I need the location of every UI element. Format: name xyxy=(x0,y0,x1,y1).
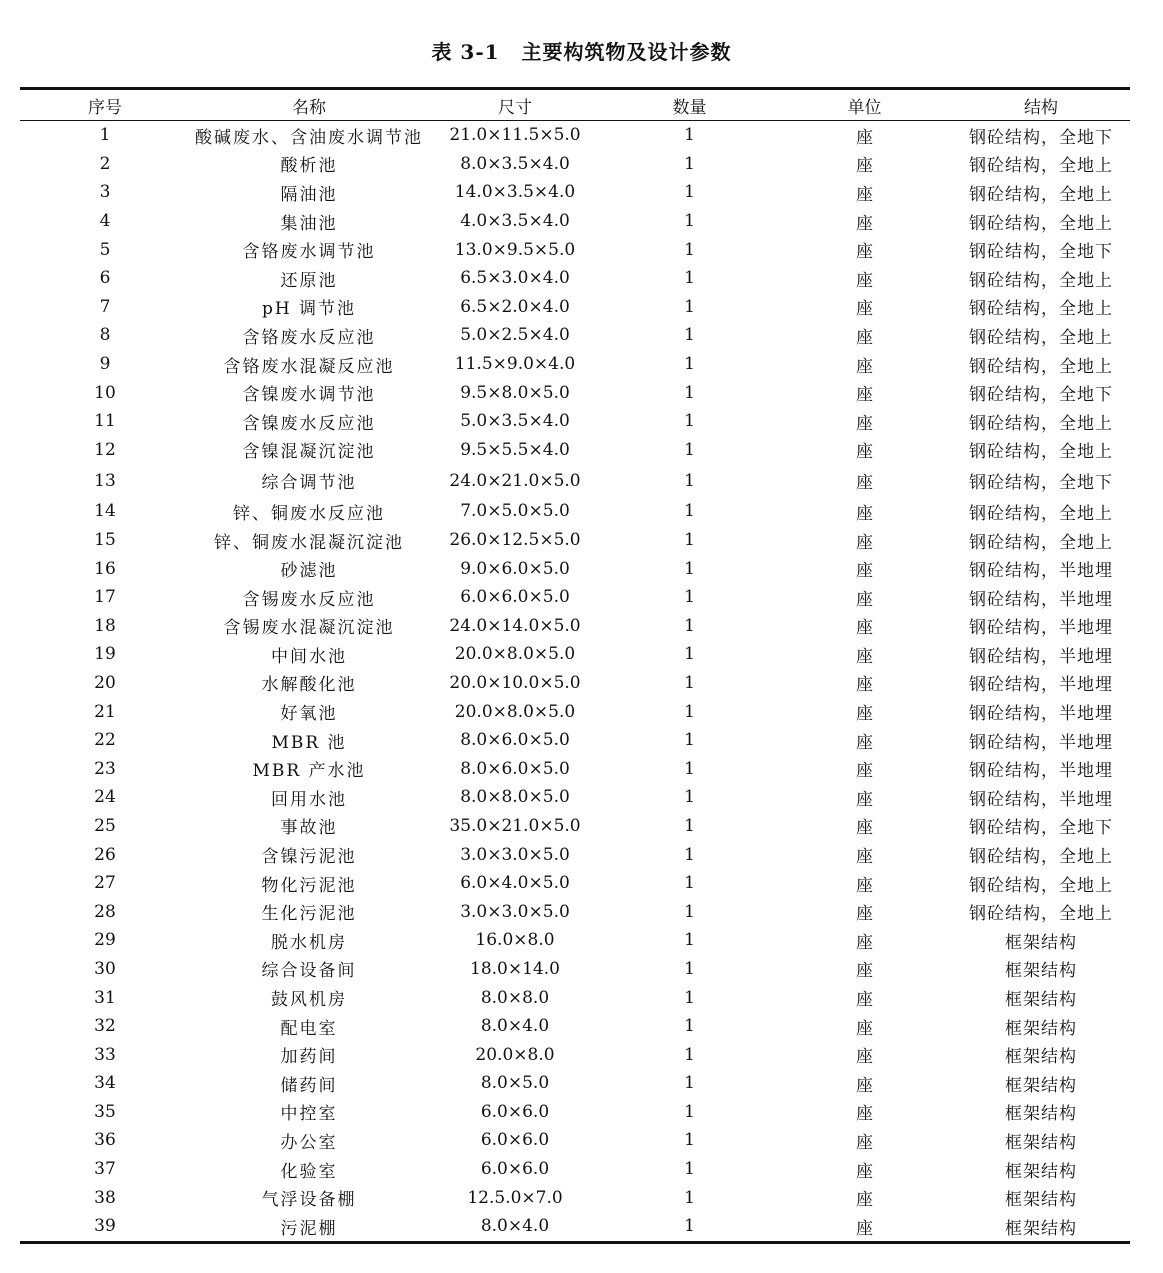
cell-name: 事故池 xyxy=(280,818,338,839)
cell-name: 办公室 xyxy=(280,1132,338,1153)
cell-name: 气浮设备棚 xyxy=(261,1190,357,1211)
cell-structure: 钢砼结构，全地下 xyxy=(969,242,1113,263)
table-row xyxy=(20,235,1130,264)
cell-qty: 1 xyxy=(684,672,695,693)
cell-no: 14 xyxy=(94,501,116,522)
cell-no: 17 xyxy=(94,587,116,608)
cell-structure: 框架结构 xyxy=(1005,1104,1077,1125)
cell-no: 16 xyxy=(94,558,116,579)
cell-no: 36 xyxy=(94,1130,116,1151)
table-row xyxy=(20,554,1130,583)
cell-name: 含铬废水混凝反应池 xyxy=(223,356,395,377)
table-row xyxy=(20,697,1130,726)
cell-qty: 1 xyxy=(684,930,695,951)
cell-name: 物化污泥池 xyxy=(261,875,357,896)
cell-structure: 框架结构 xyxy=(1005,1075,1077,1096)
table-row xyxy=(20,926,1130,955)
cell-no: 27 xyxy=(94,873,116,894)
cell-unit: 座 xyxy=(856,356,873,377)
cell-unit: 座 xyxy=(856,473,873,494)
cell-size: 9.5×5.5×4.0 xyxy=(460,439,570,460)
cell-unit: 座 xyxy=(856,1018,873,1039)
cell-size: 3.0×3.0×5.0 xyxy=(460,844,570,865)
cell-unit: 座 xyxy=(856,875,873,896)
table-row xyxy=(20,840,1130,869)
cell-name: pH 调节池 xyxy=(261,299,357,320)
cell-no: 5 xyxy=(99,239,111,260)
cell-no: 20 xyxy=(94,672,116,693)
header-no: 序号 xyxy=(88,97,122,118)
header-size: 尺寸 xyxy=(498,97,532,118)
cell-name: 综合调节池 xyxy=(261,473,357,494)
cell-unit: 座 xyxy=(856,1161,873,1182)
cell-no: 22 xyxy=(94,730,116,751)
cell-unit: 座 xyxy=(856,327,873,348)
cell-structure: 钢砼结构，半地埋 xyxy=(969,646,1113,667)
cell-name: 含镍废水反应池 xyxy=(242,413,376,434)
cell-name: 锌、铜废水混凝沉淀池 xyxy=(214,532,404,553)
cell-size: 6.0×6.0 xyxy=(480,1101,550,1122)
cell-unit: 座 xyxy=(856,385,873,406)
cell-size: 13.0×9.5×5.0 xyxy=(454,239,576,260)
cell-unit: 座 xyxy=(856,156,873,177)
cell-size: 6.0×6.0 xyxy=(480,1130,550,1151)
table-row xyxy=(20,983,1130,1012)
cell-size: 12.5.0×7.0 xyxy=(467,1187,563,1208)
table-row xyxy=(20,464,1130,497)
cell-unit: 座 xyxy=(856,990,873,1011)
cell-unit: 座 xyxy=(856,618,873,639)
cell-structure: 框架结构 xyxy=(1005,932,1077,953)
cell-structure: 钢砼结构，全地上 xyxy=(969,875,1113,896)
cell-size: 24.0×21.0×5.0 xyxy=(449,470,581,491)
cell-name: 加药间 xyxy=(280,1047,338,1068)
cell-no: 28 xyxy=(94,901,116,922)
cell-structure: 钢砼结构，全地下 xyxy=(969,818,1113,839)
table-row xyxy=(20,1098,1130,1127)
cell-name: MBR 池 xyxy=(271,732,347,753)
cell-qty: 1 xyxy=(684,439,695,460)
cell-structure: 钢砼结构，全地上 xyxy=(969,327,1113,348)
cell-qty: 1 xyxy=(684,211,695,232)
cell-structure: 钢砼结构，半地埋 xyxy=(969,618,1113,639)
cell-no: 31 xyxy=(94,987,116,1008)
cell-size: 35.0×21.0×5.0 xyxy=(449,815,581,836)
cell-no: 24 xyxy=(94,787,116,808)
cell-unit: 座 xyxy=(856,299,873,320)
cell-structure: 框架结构 xyxy=(1005,1018,1077,1039)
cell-no: 12 xyxy=(94,439,116,460)
cell-unit: 座 xyxy=(856,127,873,148)
cell-qty: 1 xyxy=(684,470,695,491)
cell-qty: 1 xyxy=(684,354,695,375)
cell-qty: 1 xyxy=(684,325,695,346)
table-caption xyxy=(0,36,1163,65)
table-row xyxy=(20,378,1130,407)
table-row xyxy=(20,955,1130,984)
cell-size: 6.0×6.0×5.0 xyxy=(460,587,570,608)
cell-size: 16.0×8.0 xyxy=(475,930,555,951)
cell-name: 含锡废水混凝沉淀池 xyxy=(223,618,395,639)
cell-unit: 座 xyxy=(856,413,873,434)
cell-qty: 1 xyxy=(684,125,695,146)
cell-size: 20.0×8.0×5.0 xyxy=(454,701,576,722)
cell-structure: 钢砼结构，全地上 xyxy=(969,503,1113,524)
cell-unit: 座 xyxy=(856,818,873,839)
cell-qty: 1 xyxy=(684,1159,695,1180)
table-row xyxy=(20,640,1130,669)
cell-size: 20.0×8.0×5.0 xyxy=(454,644,576,665)
cell-name: 回用水池 xyxy=(271,789,347,810)
table-row xyxy=(20,869,1130,898)
header-unit: 单位 xyxy=(847,97,882,118)
cell-name: 中间水池 xyxy=(271,646,347,667)
cell-no: 21 xyxy=(94,701,116,722)
table-row xyxy=(20,526,1130,555)
cell-structure: 钢砼结构，全地上 xyxy=(969,442,1113,463)
cell-name: MBR 产水池 xyxy=(252,761,366,782)
cell-unit: 座 xyxy=(856,961,873,982)
table-row xyxy=(20,293,1130,322)
cell-size: 21.0×11.5×5.0 xyxy=(449,125,581,146)
cell-size: 6.0×4.0×5.0 xyxy=(460,873,570,894)
header-structure: 结构 xyxy=(1024,97,1058,118)
cell-structure: 钢砼结构，全地上 xyxy=(969,356,1113,377)
cell-unit: 座 xyxy=(856,213,873,234)
cell-name: 含镍污泥池 xyxy=(261,847,357,868)
cell-name: 配电室 xyxy=(280,1018,338,1039)
cell-structure: 框架结构 xyxy=(1005,1047,1077,1068)
cell-size: 20.0×8.0 xyxy=(475,1044,555,1065)
table-row xyxy=(20,754,1130,783)
cell-no: 9 xyxy=(99,354,111,375)
cell-qty: 1 xyxy=(684,182,695,203)
cell-structure: 钢砼结构，半地埋 xyxy=(969,704,1113,725)
cell-size: 6.5×2.0×4.0 xyxy=(460,296,570,317)
cell-no: 25 xyxy=(94,815,116,836)
cell-qty: 1 xyxy=(684,701,695,722)
cell-no: 15 xyxy=(94,530,116,551)
cell-name: 含锡废水反应池 xyxy=(242,589,376,610)
table-row xyxy=(20,1040,1130,1069)
cell-unit: 座 xyxy=(856,589,873,610)
cell-no: 29 xyxy=(94,930,116,951)
cell-unit: 座 xyxy=(856,646,873,667)
cell-unit: 座 xyxy=(856,561,873,582)
header-qty: 数量 xyxy=(672,97,707,118)
table-header-row xyxy=(20,89,1130,121)
cell-size: 26.0×12.5×5.0 xyxy=(449,530,581,551)
cell-size: 9.5×8.0×5.0 xyxy=(460,382,570,403)
cell-size: 8.0×4.0 xyxy=(480,1016,550,1037)
table-row xyxy=(20,264,1130,293)
cell-size: 8.0×6.0×5.0 xyxy=(460,730,570,751)
cell-no: 34 xyxy=(94,1073,116,1094)
cell-size: 8.0×5.0 xyxy=(480,1073,550,1094)
table-body xyxy=(20,121,1130,1243)
cell-unit: 座 xyxy=(856,847,873,868)
cell-structure: 钢砼结构，半地埋 xyxy=(969,589,1113,610)
cell-qty: 1 xyxy=(684,787,695,808)
cell-structure: 钢砼结构，全地上 xyxy=(969,184,1113,205)
cell-unit: 座 xyxy=(856,932,873,953)
table-row xyxy=(20,121,1130,150)
cell-no: 19 xyxy=(94,644,116,665)
cell-no: 38 xyxy=(94,1187,116,1208)
cell-structure: 框架结构 xyxy=(1005,1218,1077,1239)
cell-unit: 座 xyxy=(856,789,873,810)
cell-name: 水解酸化池 xyxy=(261,675,357,696)
cell-qty: 1 xyxy=(684,501,695,522)
cell-size: 8.0×8.0 xyxy=(480,987,550,1008)
cell-structure: 钢砼结构，全地上 xyxy=(969,413,1113,434)
cell-unit: 座 xyxy=(856,1075,873,1096)
cell-qty: 1 xyxy=(684,153,695,174)
cell-name: 含镍废水调节池 xyxy=(242,385,376,406)
cell-qty: 1 xyxy=(684,1216,695,1237)
cell-size: 3.0×3.0×5.0 xyxy=(460,901,570,922)
cell-no: 37 xyxy=(94,1159,116,1180)
table-row xyxy=(20,178,1130,207)
table-title: 主要构筑物及设计参数 xyxy=(521,40,732,64)
cell-name: 砂滤池 xyxy=(280,561,338,582)
cell-name: 还原池 xyxy=(280,270,338,291)
cell-structure: 钢砼结构，半地埋 xyxy=(969,675,1113,696)
cell-no: 26 xyxy=(94,844,116,865)
cell-qty: 1 xyxy=(684,1130,695,1151)
cell-unit: 座 xyxy=(856,1132,873,1153)
cell-size: 20.0×10.0×5.0 xyxy=(449,672,581,693)
cell-name: 化验室 xyxy=(280,1161,338,1182)
cell-name: 脱水机房 xyxy=(271,932,347,953)
cell-size: 8.0×8.0×5.0 xyxy=(460,787,570,808)
cell-qty: 1 xyxy=(684,1044,695,1065)
cell-name: 污泥棚 xyxy=(280,1218,338,1239)
table-row xyxy=(20,497,1130,526)
cell-no: 35 xyxy=(94,1101,116,1122)
cell-qty: 1 xyxy=(684,958,695,979)
cell-qty: 1 xyxy=(684,901,695,922)
cell-unit: 座 xyxy=(856,1047,873,1068)
cell-no: 1 xyxy=(99,125,111,146)
table-row xyxy=(20,783,1130,812)
cell-structure: 钢砼结构，全地下 xyxy=(969,127,1113,148)
cell-no: 4 xyxy=(99,211,111,232)
cell-name: 含铬废水调节池 xyxy=(242,242,376,263)
table-label: 表 3-1 xyxy=(431,40,500,64)
table-row xyxy=(20,207,1130,236)
cell-size: 14.0×3.5×4.0 xyxy=(454,182,576,203)
cell-unit: 座 xyxy=(856,1190,873,1211)
cell-qty: 1 xyxy=(684,758,695,779)
table-row xyxy=(20,897,1130,926)
cell-structure: 钢砼结构，全地上 xyxy=(969,532,1113,553)
cell-qty: 1 xyxy=(684,411,695,432)
table-row xyxy=(20,1126,1130,1155)
table-row xyxy=(20,583,1130,612)
cell-qty: 1 xyxy=(684,1073,695,1094)
cell-qty: 1 xyxy=(684,644,695,665)
cell-qty: 1 xyxy=(684,1016,695,1037)
cell-size: 11.5×9.0×4.0 xyxy=(454,354,576,375)
cell-size: 8.0×6.0×5.0 xyxy=(460,758,570,779)
cell-size: 18.0×14.0 xyxy=(470,958,560,979)
cell-no: 30 xyxy=(94,958,116,979)
table-row xyxy=(20,612,1130,641)
cell-name: 酸碱废水、含油废水调节池 xyxy=(195,127,423,148)
cell-no: 10 xyxy=(94,382,116,403)
cell-unit: 座 xyxy=(856,704,873,725)
cell-structure: 钢砼结构，全地上 xyxy=(969,904,1113,925)
cell-no: 39 xyxy=(94,1216,116,1237)
cell-unit: 座 xyxy=(856,904,873,925)
cell-qty: 1 xyxy=(684,987,695,1008)
cell-structure: 钢砼结构，全地下 xyxy=(969,385,1113,406)
cell-unit: 座 xyxy=(856,1104,873,1125)
cell-name: 生化污泥池 xyxy=(261,904,357,925)
structures-table xyxy=(20,87,1130,1244)
cell-structure: 钢砼结构，全地下 xyxy=(969,473,1113,494)
cell-name: 含铬废水反应池 xyxy=(242,327,376,348)
cell-structure: 钢砼结构，全地上 xyxy=(969,270,1113,291)
cell-unit: 座 xyxy=(856,732,873,753)
table-row xyxy=(20,1212,1130,1242)
cell-structure: 框架结构 xyxy=(1005,1161,1077,1182)
cell-name: 隔油池 xyxy=(280,184,338,205)
cell-structure: 钢砼结构，全地上 xyxy=(969,213,1113,234)
cell-no: 23 xyxy=(94,758,116,779)
cell-qty: 1 xyxy=(684,530,695,551)
cell-size: 5.0×2.5×4.0 xyxy=(460,325,570,346)
cell-name: 鼓风机房 xyxy=(271,990,347,1011)
cell-size: 4.0×3.5×4.0 xyxy=(460,211,570,232)
cell-structure: 框架结构 xyxy=(1005,990,1077,1011)
table-row xyxy=(20,350,1130,379)
cell-size: 9.0×6.0×5.0 xyxy=(460,558,570,579)
cell-no: 13 xyxy=(94,470,116,491)
cell-structure: 钢砼结构，半地埋 xyxy=(969,761,1113,782)
cell-unit: 座 xyxy=(856,532,873,553)
cell-structure: 钢砼结构，半地埋 xyxy=(969,789,1113,810)
table-row xyxy=(20,726,1130,755)
cell-no: 2 xyxy=(99,153,111,174)
cell-qty: 1 xyxy=(684,268,695,289)
cell-no: 18 xyxy=(94,615,116,636)
cell-no: 32 xyxy=(94,1016,116,1037)
table-row xyxy=(20,669,1130,698)
cell-size: 5.0×3.5×4.0 xyxy=(460,411,570,432)
cell-no: 8 xyxy=(99,325,111,346)
cell-qty: 1 xyxy=(684,815,695,836)
table-row xyxy=(20,1155,1130,1184)
cell-qty: 1 xyxy=(684,873,695,894)
cell-name: 酸析池 xyxy=(280,156,338,177)
cell-no: 6 xyxy=(99,268,111,289)
table-row xyxy=(20,812,1130,841)
cell-unit: 座 xyxy=(856,675,873,696)
cell-unit: 座 xyxy=(856,761,873,782)
cell-qty: 1 xyxy=(684,844,695,865)
table-row xyxy=(20,407,1130,436)
cell-qty: 1 xyxy=(684,1187,695,1208)
cell-qty: 1 xyxy=(684,1101,695,1122)
cell-size: 8.0×4.0 xyxy=(480,1216,550,1237)
cell-qty: 1 xyxy=(684,730,695,751)
cell-size: 24.0×14.0×5.0 xyxy=(449,615,581,636)
cell-qty: 1 xyxy=(684,558,695,579)
table-row xyxy=(20,1183,1130,1212)
cell-name: 含镍混凝沉淀池 xyxy=(242,442,376,463)
cell-unit: 座 xyxy=(856,503,873,524)
cell-structure: 框架结构 xyxy=(1005,1190,1077,1211)
cell-unit: 座 xyxy=(856,442,873,463)
cell-unit: 座 xyxy=(856,184,873,205)
cell-qty: 1 xyxy=(684,382,695,403)
cell-qty: 1 xyxy=(684,587,695,608)
cell-name: 集油池 xyxy=(280,213,338,234)
cell-unit: 座 xyxy=(856,1218,873,1239)
cell-name: 中控室 xyxy=(280,1104,338,1125)
table-row xyxy=(20,150,1130,179)
cell-name: 好氧池 xyxy=(280,704,338,725)
cell-structure: 钢砼结构，半地埋 xyxy=(969,561,1113,582)
cell-name: 综合设备间 xyxy=(261,961,357,982)
cell-name: 储药间 xyxy=(280,1075,338,1096)
cell-no: 11 xyxy=(94,411,116,432)
cell-structure: 钢砼结构，全地上 xyxy=(969,299,1113,320)
cell-unit: 座 xyxy=(856,270,873,291)
table-row xyxy=(20,1012,1130,1041)
table-row xyxy=(20,436,1130,465)
cell-structure: 钢砼结构，全地上 xyxy=(969,156,1113,177)
table-row xyxy=(20,321,1130,350)
header-name: 名称 xyxy=(292,97,326,118)
cell-no: 33 xyxy=(94,1044,116,1065)
cell-structure: 框架结构 xyxy=(1005,961,1077,982)
table-row xyxy=(20,1069,1130,1098)
cell-size: 6.0×6.0 xyxy=(480,1159,550,1180)
cell-qty: 1 xyxy=(684,239,695,260)
cell-qty: 1 xyxy=(684,296,695,317)
cell-size: 6.5×3.0×4.0 xyxy=(460,268,570,289)
cell-structure: 钢砼结构，半地埋 xyxy=(969,732,1113,753)
cell-no: 7 xyxy=(99,296,111,317)
cell-name: 锌、铜废水反应池 xyxy=(233,503,385,524)
cell-qty: 1 xyxy=(684,615,695,636)
cell-unit: 座 xyxy=(856,242,873,263)
cell-structure: 钢砼结构，全地上 xyxy=(969,847,1113,868)
cell-size: 7.0×5.0×5.0 xyxy=(460,501,570,522)
cell-no: 3 xyxy=(99,182,111,203)
cell-structure: 框架结构 xyxy=(1005,1132,1077,1153)
cell-size: 8.0×3.5×4.0 xyxy=(460,153,570,174)
